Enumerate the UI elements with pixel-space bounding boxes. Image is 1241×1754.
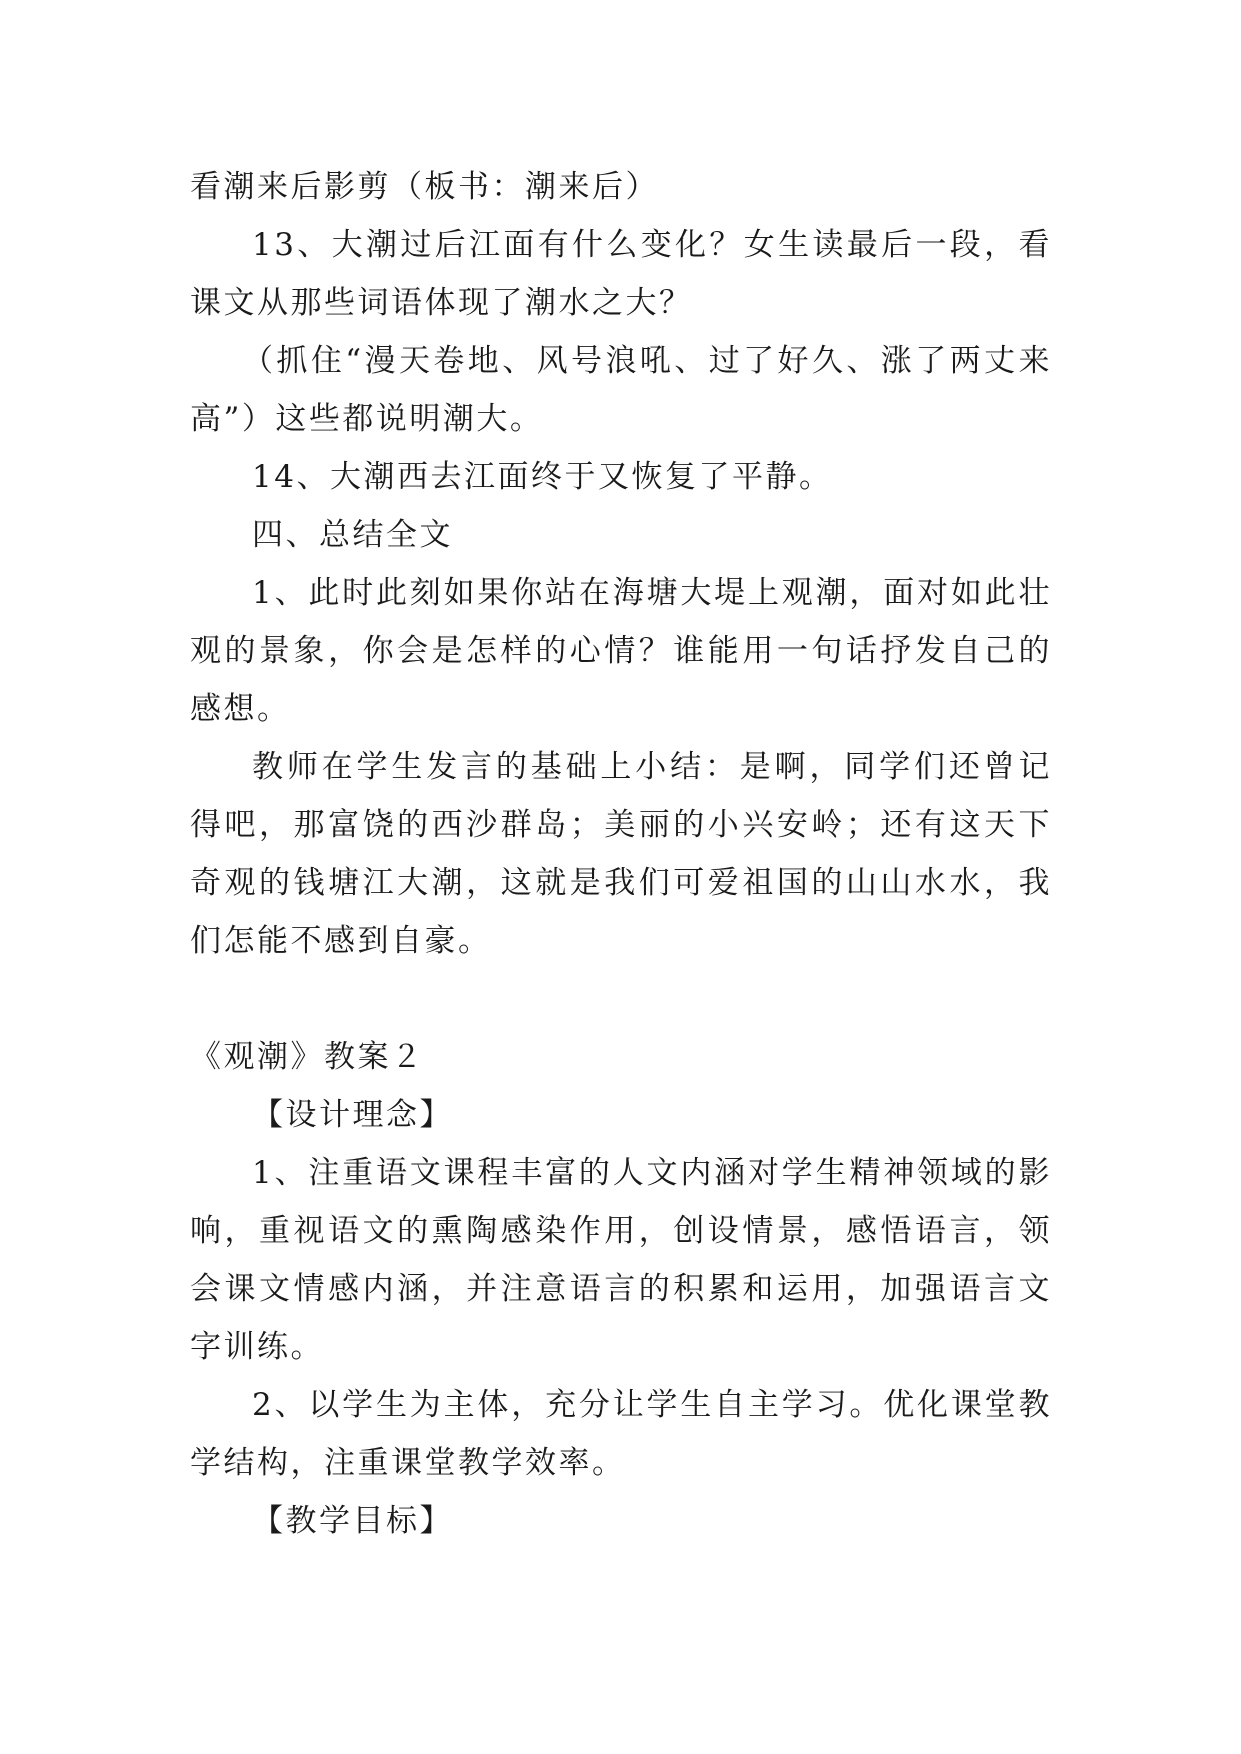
document-body	[190, 158, 1052, 1550]
heading-summary: 四、总结全文	[252, 517, 453, 553]
design-point-1: 1、注重语文课程丰富的人文内涵对学生精神领域的影响，重视语文的熏陶感染作用，创设情景，感悟语言，领会课文情感内涵，并注意语言的积累和运用，加强语言文字训练。	[190, 1155, 1052, 1365]
paragraph-step-14: 14、大潮西去江面终于又恢复了平静。	[252, 459, 833, 495]
paragraph-step-13: 13、大潮过后江面有什么变化？女生读最后一段，看课文从那些词语体现了潮水之大？	[190, 227, 1052, 321]
paragraph-summary-1: 1、此时此刻如果你站在海塘大堤上观潮，面对如此壮观的景象，你会是怎样的心情？谁能用一句话抒发自己的感想。	[190, 575, 1052, 727]
section-title: 《观潮》教案２	[190, 1039, 425, 1075]
heading-design-concept: 【设计理念】	[252, 1097, 453, 1133]
section-gap	[190, 970, 1052, 1028]
paragraph-teacher-summary: 教师在学生发言的基础上小结：是啊，同学们还曾记得吧，那富饶的西沙群岛；美丽的小兴安岭；还有这天下奇观的钱塘江大潮，这就是我们可爱祖国的山山水水，我们怎能不感到自豪。	[190, 749, 1052, 959]
paragraph-tide-after: 看潮来后影剪（板书：潮来后）	[190, 169, 659, 205]
design-point-2: 2、以学生为主体，充分让学生自主学习。优化课堂教学结构，注重课堂教学效率。	[190, 1387, 1052, 1481]
heading-teaching-goals: 【教学目标】	[252, 1503, 453, 1539]
paragraph-key-words: （抓住“漫天卷地、风号浪吼、过了好久、涨了两丈来高”）这些都说明潮大。	[190, 343, 1052, 437]
